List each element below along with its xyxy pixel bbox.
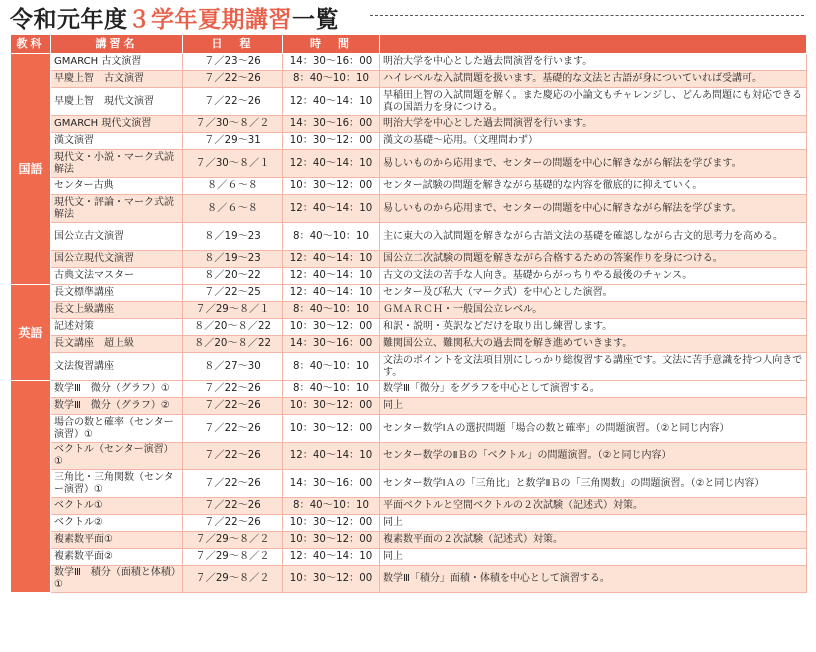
description-cell: 文法のポイントを文法項目別にしっかり総復習する講座です。文法に苦手意識を持つ人向きです。 xyxy=(380,353,807,381)
description-cell: 複素数平面の２次試験（記述式）対策。 xyxy=(380,532,807,549)
table-row xyxy=(11,251,807,268)
course-cell: 漢文演習 xyxy=(51,133,183,150)
time-cell: 8：40～10：10 xyxy=(283,353,380,381)
title-row xyxy=(0,0,816,32)
date-cell: ８／20～８／22 xyxy=(183,336,283,353)
course-cell: 古典文法マスター xyxy=(51,268,183,285)
time-cell: 10：30～12：00 xyxy=(283,398,380,415)
date-cell: ８／19～23 xyxy=(183,251,283,268)
date-cell: ７／22～26 xyxy=(183,498,283,515)
table-row xyxy=(11,116,807,133)
table-row xyxy=(11,302,807,319)
date-cell: ８／６～８ xyxy=(183,195,283,223)
table-row xyxy=(11,443,807,470)
table-row xyxy=(11,178,807,195)
date-cell: ７／29～８／２ xyxy=(183,532,283,549)
time-cell: 14：30～16：00 xyxy=(283,116,380,133)
description-cell: ハイレベルな入試問題を扱います。基礎的な文法と古語が身についていれば受講可。 xyxy=(380,71,807,88)
date-cell: ７／22～26 xyxy=(183,470,283,498)
course-cell: 現代文・評論・マーク式読解法 xyxy=(51,195,183,223)
course-cell: センター古典 xyxy=(51,178,183,195)
time-cell: 14：30～16：00 xyxy=(283,54,380,71)
header-subject: 教科 xyxy=(11,35,51,54)
time-cell: 12：40～14：10 xyxy=(283,88,380,116)
date-cell: ７／30～８／１ xyxy=(183,150,283,178)
date-cell: ７／22～26 xyxy=(183,515,283,532)
description-cell: 易しいものから応用まで、センターの問題を中心に解きながら解法を学びます。 xyxy=(380,150,807,178)
time-cell: 8：40～10：10 xyxy=(283,498,380,515)
time-cell: 14：30～16：00 xyxy=(283,470,380,498)
course-cell: 国公立古文演習 xyxy=(51,223,183,251)
description-cell: 和訳・説明・英訳などだけを取り出し練習します。 xyxy=(380,319,807,336)
date-cell: ７／29～８／２ xyxy=(183,549,283,566)
time-cell: 8：40～10：10 xyxy=(283,381,380,398)
date-cell: ７／22～26 xyxy=(183,415,283,443)
time-cell: 10：30～12：00 xyxy=(283,133,380,150)
course-table xyxy=(10,34,807,593)
time-cell: 8：40～10：10 xyxy=(283,71,380,88)
course-cell: 長文上級講座 xyxy=(51,302,183,319)
page-title xyxy=(10,1,339,34)
description-cell: 数学Ⅲ「微分」をグラフを中心として演習する。 xyxy=(380,381,807,398)
date-cell: ７／22～26 xyxy=(183,398,283,415)
description-cell: 主に東大の入試問題を解きながら古語文法の基礎を確認しながら古文的思考力を高める。 xyxy=(380,223,807,251)
course-cell: 複素数平面① xyxy=(51,532,183,549)
course-cell: ベクトル（センター演習）① xyxy=(51,443,183,470)
description-cell: センター数学ⅠＡの選択問題「場合の数と確率」の問題演習。（②と同じ内容） xyxy=(380,415,807,443)
date-cell: ７／30～８／２ xyxy=(183,116,283,133)
table-row xyxy=(11,381,807,398)
table-row xyxy=(11,195,807,223)
table-row xyxy=(11,319,807,336)
table-row xyxy=(11,223,807,251)
date-cell: ８／６～８ xyxy=(183,178,283,195)
header-course: 講習名 xyxy=(51,35,183,54)
time-cell: 12：40～14：10 xyxy=(283,268,380,285)
header-time: 時 間 xyxy=(283,35,380,54)
table-row xyxy=(11,71,807,88)
course-cell: GMARCH 古文演習 xyxy=(51,54,183,71)
date-cell: ７／22～25 xyxy=(183,285,283,302)
course-cell: 文法復習講座 xyxy=(51,353,183,381)
description-cell: センター数学ⅠＡの「三角比」と数学ⅡＢの「三角関数」の問題演習。（②と同じ内容） xyxy=(380,470,807,498)
title-suffix: 一覧 xyxy=(292,7,339,33)
table-row xyxy=(11,133,807,150)
table-row xyxy=(11,498,807,515)
date-cell: ７／22～26 xyxy=(183,443,283,470)
date-cell: ７／22～26 xyxy=(183,71,283,88)
description-cell: 明治大学を中心とした過去問演習を行います。 xyxy=(380,54,807,71)
header-date: 日 程 xyxy=(183,35,283,54)
title-dashed-rule xyxy=(370,15,804,16)
description-cell: 難関国公立、難関私大の過去問を解き進めていきます。 xyxy=(380,336,807,353)
table-row xyxy=(11,532,807,549)
description-cell: 同上 xyxy=(380,549,807,566)
table-row xyxy=(11,336,807,353)
table-body xyxy=(11,54,807,593)
date-cell: ７／29～31 xyxy=(183,133,283,150)
course-cell: 三角比・三角関数（センター演習）① xyxy=(51,470,183,498)
description-cell: 易しいものから応用まで、センターの問題を中心に解きながら解法を学びます。 xyxy=(380,195,807,223)
table-row xyxy=(11,150,807,178)
date-cell: ７／22～26 xyxy=(183,381,283,398)
time-cell: 10：30～12：00 xyxy=(283,319,380,336)
date-cell: ８／20～22 xyxy=(183,268,283,285)
date-cell: ７／29～８／２ xyxy=(183,566,283,593)
course-cell: 早慶上智 古文演習 xyxy=(51,71,183,88)
time-cell: 12：40～14：10 xyxy=(283,549,380,566)
time-cell: 10：30～12：00 xyxy=(283,532,380,549)
course-cell: ベクトル① xyxy=(51,498,183,515)
time-cell: 10：30～12：00 xyxy=(283,415,380,443)
date-cell: ８／19～23 xyxy=(183,223,283,251)
description-cell: 早稲田上智の入試問題を解く。また慶応の小論文もチャレンジし、どんあ問題にも対応できる真の国語力を身につける。 xyxy=(380,88,807,116)
description-cell: センター試験の問題を解きながら基礎的な内容を徹底的に抑えていく。 xyxy=(380,178,807,195)
time-cell: 12：40～14：10 xyxy=(283,150,380,178)
description-cell: センター数学のⅡＢの「ベクトル」の問題演習。（②と同じ内容） xyxy=(380,443,807,470)
description-cell: 国公立二次試験の問題を解きながら合格するための答案作りを身につける。 xyxy=(380,251,807,268)
table-row xyxy=(11,549,807,566)
course-cell: ベクトル② xyxy=(51,515,183,532)
description-cell: 数学Ⅲ「積分」面積・体積を中心として演習する。 xyxy=(380,566,807,593)
table-row xyxy=(11,268,807,285)
course-cell: GMARCH 現代文演習 xyxy=(51,116,183,133)
description-cell: 漢文の基礎～応用。（文理問わず） xyxy=(380,133,807,150)
date-cell: ８／20～８／22 xyxy=(183,319,283,336)
subject-cell: 英語 xyxy=(11,285,51,381)
table-row xyxy=(11,88,807,116)
course-cell: 場合の数と確率（センター演習）① xyxy=(51,415,183,443)
course-cell: 早慶上智 現代文演習 xyxy=(51,88,183,116)
table-row xyxy=(11,415,807,443)
course-cell: 長文講座 超上級 xyxy=(51,336,183,353)
course-cell: 数学Ⅲ 積分（面積と体積）① xyxy=(51,566,183,593)
table-header-row xyxy=(11,35,807,54)
date-cell: ８／27～30 xyxy=(183,353,283,381)
header-description xyxy=(380,35,807,54)
time-cell: 10：30～12：00 xyxy=(283,566,380,593)
course-cell: 現代文・小説・マーク式読解法 xyxy=(51,150,183,178)
description-cell: 古文の文法の苦手な人向き。基礎からがっちりやる最後のチャンス。 xyxy=(380,268,807,285)
title-accent: ３学年夏期講習 xyxy=(127,7,292,33)
table-row xyxy=(11,515,807,532)
table-row xyxy=(11,470,807,498)
description-cell: 明治大学を中心とした過去問演習を行います。 xyxy=(380,116,807,133)
time-cell: 12：40～14：10 xyxy=(283,195,380,223)
course-cell: 数学Ⅲ 微分（グラフ）① xyxy=(51,381,183,398)
table-row xyxy=(11,54,807,71)
date-cell: ７／22～26 xyxy=(183,88,283,116)
time-cell: 12：40～14：10 xyxy=(283,285,380,302)
time-cell: 14：30～16：00 xyxy=(283,336,380,353)
description-cell: 同上 xyxy=(380,398,807,415)
table-row xyxy=(11,398,807,415)
time-cell: 8：40～10：10 xyxy=(283,223,380,251)
time-cell: 10：30～12：00 xyxy=(283,515,380,532)
subject-cell: 国語 xyxy=(11,54,51,285)
table-row xyxy=(11,566,807,593)
course-cell: 数学Ⅲ 微分（グラフ）② xyxy=(51,398,183,415)
subject-cell xyxy=(11,381,51,593)
description-cell: 同上 xyxy=(380,515,807,532)
course-cell: 長文標準講座 xyxy=(51,285,183,302)
table-row xyxy=(11,285,807,302)
table-row xyxy=(11,353,807,381)
description-cell: ＧＭＡＲＣＨ・一般国公立レベル。 xyxy=(380,302,807,319)
date-cell: ７／29～８／１ xyxy=(183,302,283,319)
time-cell: 10：30～12：00 xyxy=(283,178,380,195)
time-cell: 12：40～14：10 xyxy=(283,251,380,268)
description-cell: センター及び私大（マーク式）を中心とした演習。 xyxy=(380,285,807,302)
time-cell: 8：40～10：10 xyxy=(283,302,380,319)
course-cell: 国公立現代文演習 xyxy=(51,251,183,268)
course-cell: 複素数平面② xyxy=(51,549,183,566)
date-cell: ７／23～26 xyxy=(183,54,283,71)
title-prefix: 令和元年度 xyxy=(10,7,128,33)
course-cell: 記述対策 xyxy=(51,319,183,336)
description-cell: 平面ベクトルと空間ベクトルの２次試験（記述式）対策。 xyxy=(380,498,807,515)
time-cell: 12：40～14：10 xyxy=(283,443,380,470)
